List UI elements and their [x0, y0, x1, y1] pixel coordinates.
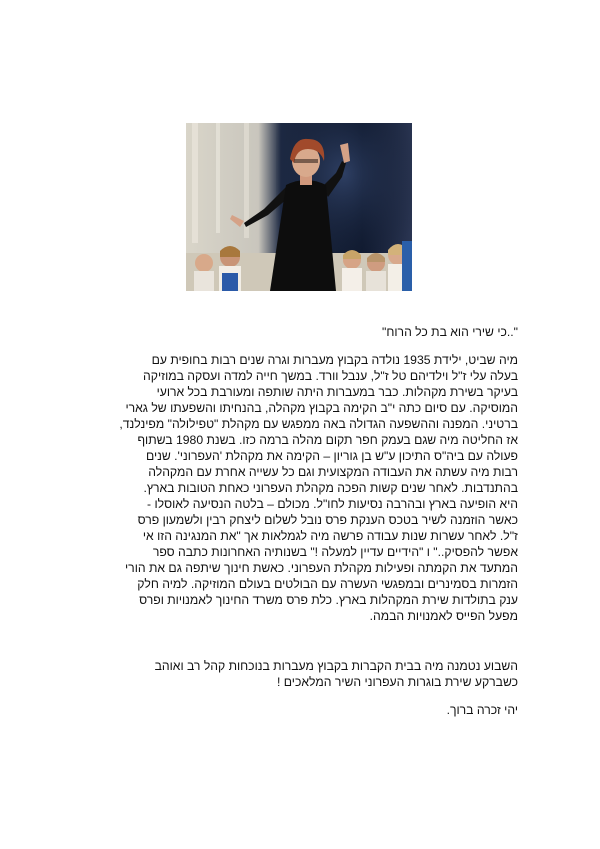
body-line: מיה שביט, ילידת 1935 נולדה בקבוץ מעברות וגרה שנים רבות בחופית עם [151, 353, 518, 367]
body-line: הזמרות בסמינרים ובמפגשי העשרה עם הבולטים בעולם המוזיקה. למיה חלק [137, 577, 518, 591]
conductor-with-choir-image [186, 123, 412, 291]
closing-text: יהי זכרה ברוך. [446, 703, 518, 717]
body-line: רבות מיה עשתה את העבודה המקצועית וגם כל עשייה אחרת עם המקהלה [148, 465, 518, 479]
body-line: בעיקר בשירת מקהלות. כבר במעברות היתה שותפה ומעורבת בכל ארועי [156, 385, 518, 399]
body-line: פעולה עם ביה"ס התיכון ע"ש בן גוריון – הקימה את מקהלת 'העפרוני'. שנים [145, 449, 518, 463]
body-line: המוסיקה. עם סיום כתה י"ב הקימה בקבוץ מקהלה, בהנחיתו והשפעתו של גארי [125, 401, 518, 415]
burial-paragraph [96, 658, 518, 690]
body-line: אפשר להפסיק.." ו "הידיים עדיין למעלה !" בשנותיה האחרונות כתבה ספר [152, 545, 518, 559]
body-line: בהתנדבות. לאחר שנים קשות הפכה מקהלת העפרוני כאחת הטובות בארץ. [143, 481, 518, 495]
body-line: בעלה עלי ז"ל וילדיהם טל ז"ל, ענבל וורד. במשך חייה למדה ועסקה במוזיקה [143, 369, 518, 383]
body-line: אז החליטה מיה שגם בעמק חפר תקום מהלה ברמה כזו. בשנת 1980 בשתוף [137, 433, 518, 447]
biography-paragraph [96, 352, 518, 624]
conductor-photo [186, 123, 412, 291]
body-line: ברטיני. המפנה וההשפעה הגדולה באה ממפגש עם מקהלת "טפילולה" מפינלנד, [119, 417, 518, 431]
body-line: היא הופיעה בארץ ובהרבה נסיעות לחו"ל. מכולם – בלטה הנסיעה לאוסלו - [147, 497, 518, 511]
burial-line: השבוע נטמנה מיה בבית הקברות בקבוץ מעברות בנוכחות קהל רב ואוהב [154, 659, 518, 673]
body-line: ענק בתולדות שירת המקהלות בארץ. כלת פרס משרד החינוך לאמנויות ופרס [139, 593, 518, 607]
body-line: המתעד את הקמתה ופעילות מקהלת העפרוני. כאשת חינוך שיתפה גם את הורי [125, 561, 518, 575]
body-line: כאשר הוזמנה לשיר בטכס הענקת פרס נובל לשלום ליצחק רבין ולשמעון פרס [137, 513, 518, 527]
body-line: מפעל הפייס לאמנויות הבמה. [369, 609, 518, 623]
title-quote [96, 324, 518, 340]
closing-blessing [96, 702, 518, 718]
burial-line: כשברקע שירת בוגרות העפרוני השיר המלאכים ! [277, 675, 518, 689]
quote-text: "..כי שירי הוא בת כל הרוח" [382, 325, 518, 339]
body-line: ז"ל. לאחר עשרות שנות עבודה פרשה מיה לגמלאות אך "את המנגינה הזו אי [142, 529, 518, 543]
